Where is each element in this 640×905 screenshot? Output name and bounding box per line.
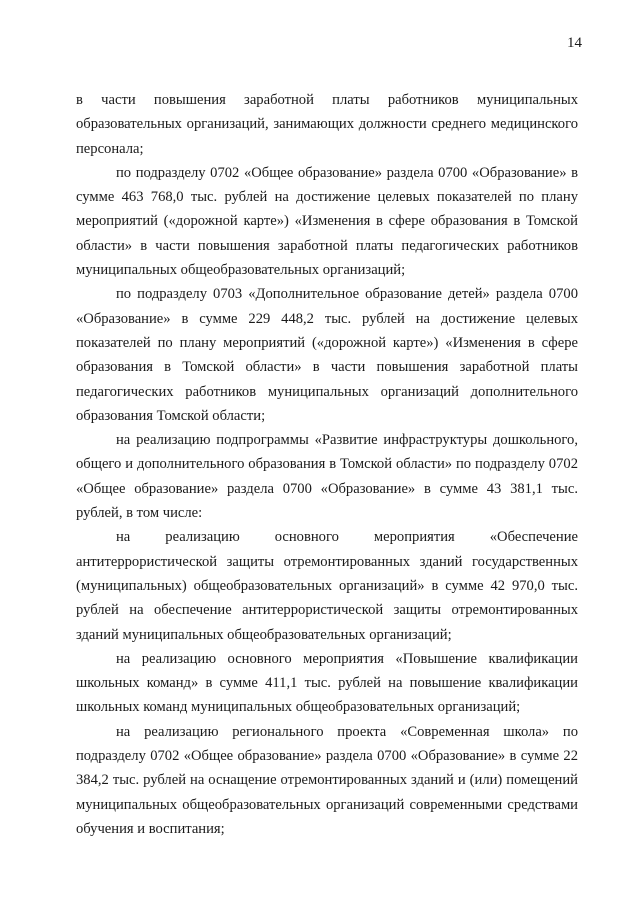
- paragraph-modern-school-project: на реализацию регионального проекта «Современная школа» по подразделу 0702 «Общее образование» раздела 0700 «Образование» в сумме 22 384,2 тыс. рублей на оснащение отремонтированных зданий и (или) помещений муниципальных общеобразовательных организаций современными средствами обучения и воспитания;: [76, 723, 578, 837]
- paragraph-antiterror-protection: на реализацию основного мероприятия «Обеспечение антитеррористической защиты отремонтированных зданий государственных (муниципальных) общеобразовательных организаций» в сумме 42 970,0 тыс. рублей на обеспечение антитеррористической защиты отремонтированных зданий муниципальных общеобразовательных организаций;: [76, 529, 578, 643]
- paragraph-school-teams-training: на реализацию основного мероприятия «Повышение квалификации школьных команд» в сумме 411,1 тыс. рублей на повышение квалификации школьных команд муниципальных общеобразовательных организаций;: [76, 650, 578, 716]
- paragraph-subsection-0703: по подразделу 0703 «Дополнительное образование детей» раздела 0700 «Образование» в сумме 229 448,2 тыс. рублей на достижение целевых показателей по плану мероприятий («дорожной карте») «Изменения в сфере образования в Томской области» в части повышения заработной платы педагогических работников муниципальных организаций дополнительного образования Томской области;: [76, 286, 578, 424]
- paragraph-subsection-0702: по подразделу 0702 «Общее образование» раздела 0700 «Образование» в сумме 463 768,0 тыс. рублей на достижение целевых показателей по плану мероприятий («дорожной карте») «Изменения в сфере образования в Томской области» в части повышения заработной платы педагогических работников муниципальных общеобразовательных организаций;: [76, 164, 578, 279]
- document-body: [76, 88, 578, 841]
- paragraph-continuation: в части повышения заработной платы работников муниципальных образовательных организаций, занимающих должности среднего медицинского персонала;: [76, 92, 578, 157]
- paragraph-infrastructure-subprogram: на реализацию подпрограммы «Развитие инфраструктуры дошкольного, общего и дополнительного образования в Томской области» по подразделу 0702 «Общее образование» раздела 0700 «Образование» в сумме 43 381,1 тыс. рублей, в том числе:: [76, 432, 578, 522]
- page-number: 14: [567, 35, 582, 51]
